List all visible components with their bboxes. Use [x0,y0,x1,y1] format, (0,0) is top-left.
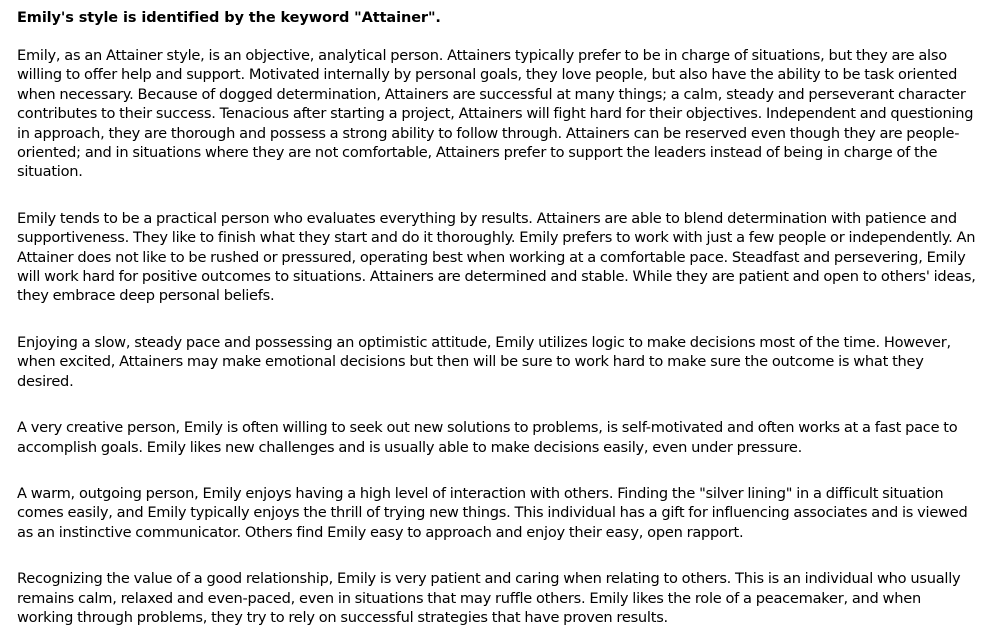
paragraph-creative: A very creative person, Emily is often willing to seek out new solutions to problems, is self-motivated and often works at a fast pace to accomplish goals. Emily likes new challenges and is usually able to make decisions easily, even under pressure. [17,419,958,456]
paragraph-practical: Emily tends to be a practical person who evaluates everything by results. Attainers are able to blend determination with patience and supportiveness. They like to finish what they start and do it thoroughly. Emily prefers to work with just a few people or independently. An Attainer does not like to be rushed or pressured, operating best when working at a comfortable pace. Steadfast and persevering, Emily will work hard for positive outcomes to situations. Attainers are determined and stable. While they are patient and open to others' ideas, they embrace deep personal beliefs. [17,209,976,305]
paragraph-overview: Emily, as an Attainer style, is an objective, analytical person. Attainers typically prefer to be in charge of situations, but they are also willing to offer help and support. Motivated internally by personal goals, they love people, but also have the ability to be task oriented when necessary. Because of dogged determination, Attainers are successful at many things; a calm, steady and perseverant character contributes to their success. Tenacious after starting a project, Attainers will fight hard for their objectives. Independent and questioning in approach, they are thorough and possess a strong ability to follow through. Attainers can be reserved even though they are people-oriented; and in situations where they are not comfortable, Attainers prefer to support the leaders instead of being in charge of the situation. [17,47,974,181]
paragraph-outgoing: A warm, outgoing person, Emily enjoys having a high level of interaction with others. Finding the "silver lining" in a difficult situation comes easily, and Emily typically enjoys the thrill of trying new things. This individual has a gift for influencing associates and is viewed as an instinctive communicator. Others find Emily easy to approach and enjoy their easy, open rapport. [17,484,968,541]
paragraph-relationships: Recognizing the value of a good relationship, Emily is very patient and caring when relating to others. This is an individual who usually remains calm, relaxed and even-paced, even in situations that may ruffle others. Emily likes the role of a peacemaker, and when working through problems, they try to rely on successful strategies that have proven results. [17,570,961,626]
page-title: Emily's style is identified by the keyword "Attainer". [17,10,441,26]
paragraph-decisions: Enjoying a slow, steady pace and possessing an optimistic attitude, Emily utilizes logic to make decisions most of the time. However, when excited, Attainers may make emotional decisions but then will be sure to work hard to make sure the outcome is what they desired. [17,333,951,390]
